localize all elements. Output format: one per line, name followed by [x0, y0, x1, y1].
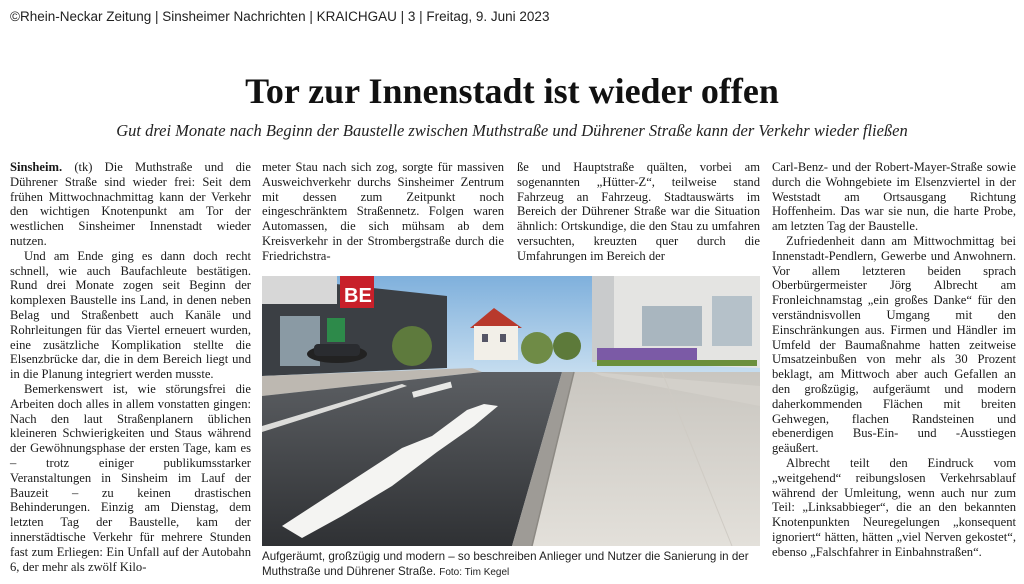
article-column-4: [772, 160, 1016, 560]
paragraph-4: meter Stau nach sich zog, sorgte für massiven Ausweichverkehr durchs Sinsheimer Zentrum mit dessen zum Zeitpunkt noch eingeschränktem Straßennetz. Folgen waren Automassen, die sich mühsam ab dem Kreisverkehr in der Strombergstraße durch die Friedrichstra-: [262, 160, 504, 263]
dateline: Sinsheim.: [10, 160, 63, 174]
photo-caption: [262, 550, 762, 580]
headline: Tor zur Innenstadt ist wieder offen: [245, 71, 779, 111]
paragraph-2: Und am Ende ging es dann doch recht schnell, wie auch Baufachleute bestätigen. Rund drei Monate zogen seit Beginn der komplexen Baustelle ins Land, in denen neben Belag und Straßenbett auch Kanäle und Rohrleitungen für das Viertel erneuert wurden, eine zusätzliche Komplikation stellte die Elsenzbrücke dar, die in dem Bereich liegt und in die Planung integriert werden musste.: [10, 248, 251, 382]
masthead-line: ©Rhein-Neckar Zeitung | Sinsheimer Nachrichten | KRAICHGAU | 3 | Freitag, 9. Juni 2023: [10, 9, 550, 24]
paragraph-3: Bemerkenswert ist, wie störungsfrei die Arbeiten doch alles in allem vonstatten gingen: Nach den laut Straßenplanern üblichen kleineren Schwierigkeiten und Staus während der Gewöhnungsphase der ersten Tage, kam es – trotz einiger publikumsstarker Veranstaltungen in Sinsheim im Lauf der Bauzeit – zu keinen drastischen Behinderungen. Einzig am Dienstag, dem letzten Tag der Baustelle, kam der innerstädtische Verkehr für mehrere Stunden fast zum Erliegen: Ein Unfall auf der Autobahn 6, der mehr als zwölf Kilo-: [10, 381, 251, 574]
street-photo: [262, 276, 760, 546]
photo-credit: Foto: Tim Kegel: [439, 566, 510, 578]
article-column-3: [517, 160, 760, 264]
paragraph-1-text: (tk) Die Muthstraße und die Dührener Straße sind wieder frei: Seit dem frühen Mittwochnachmittag kann der Verkehr den wichtigen Knotenpunkt am Tor der westlichen Sinsheimer Innenstadt wieder nutzen.: [10, 160, 251, 248]
caption-text: Aufgeräumt, großzügig und modern – so beschreiben Anlieger und Nutzer die Sanierung in der Muthstraße und Dührener Straße.: [262, 550, 749, 578]
subheadline: Gut drei Monate nach Beginn der Baustelle zwischen Muthstraße und Dührener Straße kann der Verkehr wieder fließen: [116, 121, 908, 140]
paragraph-1: [10, 160, 251, 249]
sign-lettering: BE: [344, 285, 372, 307]
paragraph-6: Carl-Benz- und der Robert-Mayer-Straße sowie durch die Wohngebiete im Elsenzviertel in der Weststadt am Ortsausgang Richtung Hoffenheim. Das war sie nun, die harte Probe, am letzten Tag der Baustelle.: [772, 160, 1016, 234]
article-column-2: [262, 160, 504, 264]
paragraph-8: Albrecht teilt den Eindruck vom „weitgehend“ reibungslosen Verkehrsablauf während der Umleitung, wenn auch nur zum Teil: „Linksabbieger“, die an den bekannten Knotenpunkten Neuregelungen „konsequent ignoriert“ hätten, hätten „viel Nerven gekostet“, ebenso „Falschfahrer in Einbahnstraßen“.: [772, 455, 1016, 559]
article-column-1: [10, 160, 251, 574]
paragraph-5: ße und Hauptstraße quälten, vorbei am sogenannten „Hütter-Z“, teilweise stand Fahrzeug an Fahrzeug. Stadtauswärts im Bereich der Dührener Straße war die Situation ähnlich: Ortskundige, die den Stau zu umfahren versuchten, kreuzten quer durch die Umfahrungen im Bereich der: [517, 160, 760, 263]
paragraph-7: Zufriedenheit dann am Mittwochmittag bei Innenstadt-Pendlern, Gewerbe und Anwohnern. Vor allem letzteren beiden sprach Oberbürgermeister Jörg Albrecht am Fronleichnamstag „ein großes Danke“ für den verständnisvollen Umgang mit den Einschränkungen aus. Firmen und Händler im Umfeld der Baumaßnahme hatten zeitweise Umsatzeinbußen von mehr als 30 Prozent beklagt, am Mittwoch aber auch Gefallen an den großzügig, aufgeräumt und modern daherkommenden Flächen mit breiten Gehwegen, flachen Randsteinen und ebenerdigen Bus-Ein- und -Ausstiegen geäußert.: [772, 233, 1016, 456]
